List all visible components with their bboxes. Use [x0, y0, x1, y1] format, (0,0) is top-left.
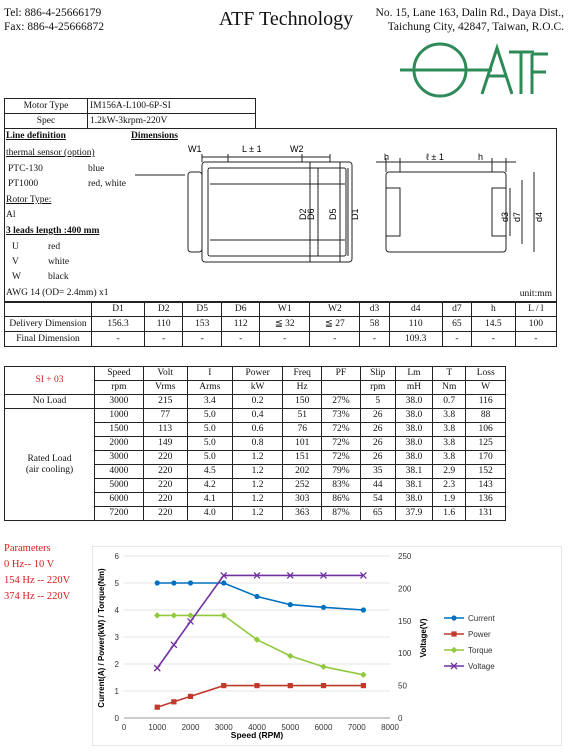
dim-header: D2 [145, 302, 183, 317]
perf-cell: 4.2 [187, 479, 232, 493]
x-tick-label: 7000 [347, 723, 366, 732]
data-point [451, 631, 456, 636]
perf-cell: 86% [322, 493, 361, 507]
dimensions-title: Dimensions [131, 131, 178, 141]
data-point [361, 683, 366, 688]
perf-unit: Nm [433, 381, 466, 395]
perf-cell: 35 [360, 465, 395, 479]
y-tick-label: 1 [114, 687, 119, 696]
perf-cell: 87% [322, 507, 361, 521]
perf-cell: 215 [143, 395, 187, 409]
perf-header: Volt [143, 367, 187, 381]
d5-label: D5 [328, 208, 338, 220]
perf-rated-row [5, 409, 506, 423]
dim-cell: 109.3 [389, 332, 442, 347]
sensor-pt1000-name: PT1000 [8, 179, 39, 189]
perf-cell: 38.0 [395, 395, 432, 409]
perf-cell: 2.9 [433, 465, 466, 479]
perf-cell: 27% [322, 395, 361, 409]
perf-cell: 3000 [95, 451, 144, 465]
data-point [221, 683, 226, 688]
motor-type-table [4, 98, 256, 129]
perf-cell: 77 [143, 409, 187, 423]
dim-cell: - [222, 332, 260, 347]
perf-cell: 72% [322, 451, 361, 465]
awg-spec: AWG 14 (OD= 2.4mm) x1 [6, 288, 109, 298]
perf-cell: 4.1 [187, 493, 232, 507]
perf-cell: 5000 [95, 479, 144, 493]
perf-header: Speed [95, 367, 144, 381]
perf-cell: 1.2 [232, 493, 283, 507]
perf-cell: 88 [466, 409, 506, 423]
thermal-sensor-label: thermal sensor (option) [6, 148, 95, 158]
perf-unit: rpm [360, 381, 395, 395]
d4-label: d4 [534, 211, 544, 222]
d1-label: D1 [350, 208, 360, 220]
perf-cell: 26 [360, 437, 395, 451]
perf-cell: 7200 [95, 507, 144, 521]
perf-cell: 4.0 [187, 507, 232, 521]
parameters-block [4, 541, 70, 605]
h-right-label: h [478, 152, 484, 162]
perf-cell: 4.5 [187, 465, 232, 479]
perf-cell: 220 [143, 465, 187, 479]
perf-cell: 3.8 [433, 451, 466, 465]
perf-cell: 44 [360, 479, 395, 493]
dim-cell: 156.3 [92, 317, 145, 332]
y-tick-label: 4 [114, 606, 119, 615]
y-axis-title: Current(A) / Power(kW) / Torque(Nm) [97, 568, 106, 708]
perf-cell: 150 [283, 395, 322, 409]
motor-type-value: IM156A-L100-6P-SI [88, 99, 256, 114]
line-definition-title: Line definition [6, 131, 66, 141]
perf-cell: 73% [322, 409, 361, 423]
perf-header-row [5, 367, 506, 381]
data-point [288, 602, 293, 607]
data-point [451, 615, 456, 620]
performance-chart [92, 546, 562, 746]
dim-row-final [5, 332, 557, 347]
perf-cell: 3.4 [187, 395, 232, 409]
dim-cell: 153 [183, 317, 222, 332]
y-tick-label: 3 [114, 633, 119, 642]
legend-label: Voltage [468, 662, 495, 671]
data-point [361, 607, 366, 612]
l-label: L ± 1 [242, 144, 262, 154]
rated-load-title: Rated Load [27, 453, 72, 464]
perf-cell: 220 [143, 507, 187, 521]
sensor-ptc-color: blue [88, 164, 105, 174]
perf-cell: 3.8 [433, 409, 466, 423]
perf-title: SI + 03 [5, 367, 95, 395]
perf-header: Lm [395, 367, 432, 381]
d3-label: d3 [500, 211, 510, 222]
y2-tick-label: 200 [398, 584, 412, 594]
dim-header-row [5, 302, 557, 317]
perf-cell: 303 [283, 493, 322, 507]
x-tick-label: 6000 [314, 723, 333, 732]
perf-unit: kW [232, 381, 283, 395]
dim-cell: - [310, 332, 360, 347]
perf-cell: 0.8 [232, 437, 283, 451]
perf-cell: 220 [143, 493, 187, 507]
y-tick-label: 6 [114, 552, 119, 561]
perf-cell: 72% [322, 437, 361, 451]
perf-unit [322, 381, 361, 395]
perf-cell: 101 [283, 437, 322, 451]
address [376, 6, 564, 34]
data-point [321, 605, 326, 610]
dim-header: d4 [389, 302, 442, 317]
legend-label: Torque [468, 646, 493, 655]
d6-label: D6 [306, 208, 316, 220]
fax-text: Fax: 886-4-25666872 [4, 21, 104, 33]
perf-cell: 2000 [95, 437, 144, 451]
perf-cell: 72% [322, 423, 361, 437]
y-tick-label: 0 [114, 714, 119, 723]
data-point [254, 683, 259, 688]
dim-cell: 100 [515, 317, 556, 332]
lead-v-color: white [48, 257, 70, 267]
motor-end-view-drawing [372, 150, 552, 260]
dim-header: d7 [442, 302, 471, 317]
perf-cell: 0.7 [433, 395, 466, 409]
perf-cell: 152 [466, 465, 506, 479]
dim-header: d3 [360, 302, 389, 317]
perf-cell: 51 [283, 409, 322, 423]
dim-header: W1 [260, 302, 310, 317]
dim-row-delivery [5, 317, 557, 332]
perf-unit: rpm [95, 381, 144, 395]
perf-cell: 143 [466, 479, 506, 493]
perf-header: Freq [283, 367, 322, 381]
dim-cell: ≦ 27 [310, 317, 360, 332]
perf-unit: Arms [187, 381, 232, 395]
data-point [171, 699, 176, 704]
dim-header: W2 [310, 302, 360, 317]
perf-cell: 1.6 [433, 507, 466, 521]
address-line-1: No. 15, Lane 163, Dalin Rd., Daya Dist., [375, 7, 564, 19]
perf-header: Loss [466, 367, 506, 381]
perf-cell: 252 [283, 479, 322, 493]
perf-cell: 202 [283, 465, 322, 479]
company-title: ATF Technology [218, 8, 354, 30]
perf-cell: 83% [322, 479, 361, 493]
perf-cell: 38.0 [395, 493, 432, 507]
perf-cell: 125 [466, 437, 506, 451]
perf-cell: 76 [283, 423, 322, 437]
dimension-table [4, 301, 557, 347]
d2-label: D2 [298, 208, 308, 220]
y2-tick-label: 50 [398, 681, 407, 691]
y2-tick-label: 0 [398, 714, 403, 723]
perf-no-load-row [5, 395, 506, 409]
perf-cell: 220 [143, 451, 187, 465]
perf-cell: 79% [322, 465, 361, 479]
dim-cell: 110 [389, 317, 442, 332]
parameter-line: 374 Hz -- 220V [4, 591, 71, 602]
y2-tick-label: 100 [398, 649, 412, 659]
y-tick-label: 2 [114, 660, 119, 669]
data-point [188, 580, 193, 585]
dim-cell: - [92, 332, 145, 347]
h-left-label: h [384, 152, 390, 162]
lead-v-name: V [12, 257, 19, 267]
spec-label: Spec [5, 114, 88, 129]
dim-cell: 58 [360, 317, 389, 332]
perf-cell: 1.2 [232, 465, 283, 479]
data-point [254, 594, 259, 599]
dim-cell: - [145, 332, 183, 347]
data-point [188, 694, 193, 699]
x-axis-title: Speed (RPM) [230, 730, 284, 740]
dim-cell: 112 [222, 317, 260, 332]
y2-tick-label: 150 [398, 616, 412, 626]
dim-header: D5 [183, 302, 222, 317]
perf-header: Power [232, 367, 283, 381]
x-tick-label: 3000 [214, 723, 233, 732]
perf-cell: 1500 [95, 423, 144, 437]
perf-cell: 5 [360, 395, 395, 409]
l2-label: ℓ ± 1 [426, 152, 444, 162]
tel-text: Tel: 886-4-25666179 [4, 7, 102, 19]
perf-cell: 5.0 [187, 409, 232, 423]
parameter-line: 154 Hz -- 220V [4, 575, 71, 586]
perf-cell: 3000 [95, 395, 144, 409]
w2-label: W2 [290, 144, 304, 154]
x-tick-label: 1000 [148, 723, 167, 732]
perf-header: T [433, 367, 466, 381]
perf-cell: 1.2 [232, 451, 283, 465]
dim-cell: - [360, 332, 389, 347]
perf-cell: 0.2 [232, 395, 283, 409]
rotor-type-value: Al [6, 210, 16, 220]
sensor-pt1000-color: red, white [88, 179, 126, 189]
lead-w-name: W [12, 272, 21, 282]
y2-axis-title: Voltage(V) [419, 618, 428, 658]
perf-cell: 4000 [95, 465, 144, 479]
perf-cell: 38.0 [395, 423, 432, 437]
perf-cell: 116 [466, 395, 506, 409]
perf-cell: 65 [360, 507, 395, 521]
legend-label: Current [468, 614, 495, 623]
x-tick-label: 0 [121, 723, 127, 732]
dim-row-label: Final Dimension [5, 332, 92, 347]
data-point [321, 683, 326, 688]
y2-tick-label: 250 [398, 552, 412, 561]
perf-cell: 3.8 [433, 423, 466, 437]
perf-unit: Hz [283, 381, 322, 395]
perf-cell: 5.0 [187, 451, 232, 465]
dim-header: D1 [92, 302, 145, 317]
rated-load-subtitle: (air cooling) [25, 464, 74, 475]
dim-header: h [472, 302, 516, 317]
perf-header: PF [322, 367, 361, 381]
perf-cell: 0.4 [232, 409, 283, 423]
dim-cell: 14.5 [472, 317, 516, 332]
motor-side-view-drawing [130, 140, 370, 265]
dim-cell: - [260, 332, 310, 347]
perf-cell: 1000 [95, 409, 144, 423]
perf-cell: 1.2 [232, 479, 283, 493]
perf-cell: 170 [466, 451, 506, 465]
dim-corner-cell [5, 302, 92, 317]
perf-cell: 106 [466, 423, 506, 437]
data-point [288, 683, 293, 688]
lead-u-color: red [48, 242, 61, 252]
atf-logo [396, 42, 554, 98]
dim-cell: - [183, 332, 222, 347]
address-line-2: Taichung City, 42847, Taiwan, R.O.C. [387, 21, 564, 33]
x-tick-label: 5000 [281, 723, 300, 732]
perf-cell: 26 [360, 423, 395, 437]
y-tick-label: 5 [114, 579, 119, 588]
x-tick-label: 4000 [248, 723, 266, 732]
perf-cell: 3.8 [433, 437, 466, 451]
dim-header: D6 [222, 302, 260, 317]
leads-length-label: 3 leads length :400 mm [6, 226, 100, 236]
perf-cell: 38.1 [395, 479, 432, 493]
perf-cell: 136 [466, 493, 506, 507]
rotor-type-label: Rotor Type: [6, 195, 52, 205]
dim-row-label: Delivery Dimension [5, 317, 92, 332]
perf-cell: 26 [360, 451, 395, 465]
dim-header: L / l [515, 302, 556, 317]
perf-cell: 5.0 [187, 437, 232, 451]
perf-cell: 6000 [95, 493, 144, 507]
w1-label: W1 [188, 144, 202, 154]
perf-header: I [187, 367, 232, 381]
perf-cell: 149 [143, 437, 187, 451]
legend-label: Power [468, 630, 491, 639]
no-load-label: No Load [5, 395, 95, 409]
perf-cell: 54 [360, 493, 395, 507]
data-point [155, 705, 160, 710]
perf-cell: 26 [360, 409, 395, 423]
perf-cell: 38.0 [395, 409, 432, 423]
dim-cell: - [472, 332, 516, 347]
d7-label: d7 [512, 211, 522, 222]
data-point [221, 580, 226, 585]
spec-value: 1.2kW-3krpm-220V [88, 114, 256, 129]
data-point [155, 580, 160, 585]
perf-cell: 131 [466, 507, 506, 521]
rated-load-label [5, 409, 95, 521]
x-tick-label: 2000 [181, 723, 200, 732]
perf-cell: 363 [283, 507, 322, 521]
perf-cell: 1.2 [232, 507, 283, 521]
perf-unit: W [466, 381, 506, 395]
parameter-line: 0 Hz-- 10 V [4, 559, 55, 570]
perf-cell: 220 [143, 479, 187, 493]
dim-cell: 65 [442, 317, 471, 332]
perf-cell: 2.3 [433, 479, 466, 493]
motor-type-label: Motor Type [5, 99, 88, 114]
perf-cell: 0.6 [232, 423, 283, 437]
dim-cell: - [442, 332, 471, 347]
perf-unit: Vrms [143, 381, 187, 395]
data-point [171, 580, 176, 585]
x-tick-label: 8000 [381, 723, 399, 732]
perf-cell: 1.9 [433, 493, 466, 507]
dim-cell: - [515, 332, 556, 347]
sensor-ptc-name: PTC-130 [8, 164, 43, 174]
dim-cell: ≦ 32 [260, 317, 310, 332]
perf-cell: 37.9 [395, 507, 432, 521]
perf-cell: 38.0 [395, 451, 432, 465]
perf-cell: 113 [143, 423, 187, 437]
perf-unit: mH [395, 381, 432, 395]
lead-w-color: black [48, 272, 69, 282]
unit-label: unit:mm [519, 289, 552, 299]
perf-cell: 38.1 [395, 465, 432, 479]
dim-cell: 110 [145, 317, 183, 332]
perf-cell: 151 [283, 451, 322, 465]
parameters-title: Parameters [4, 543, 51, 554]
perf-cell: 5.0 [187, 423, 232, 437]
perf-cell: 38.0 [395, 437, 432, 451]
performance-table [4, 366, 506, 521]
lead-u-name: U [12, 242, 19, 252]
perf-header: Slip [360, 367, 395, 381]
